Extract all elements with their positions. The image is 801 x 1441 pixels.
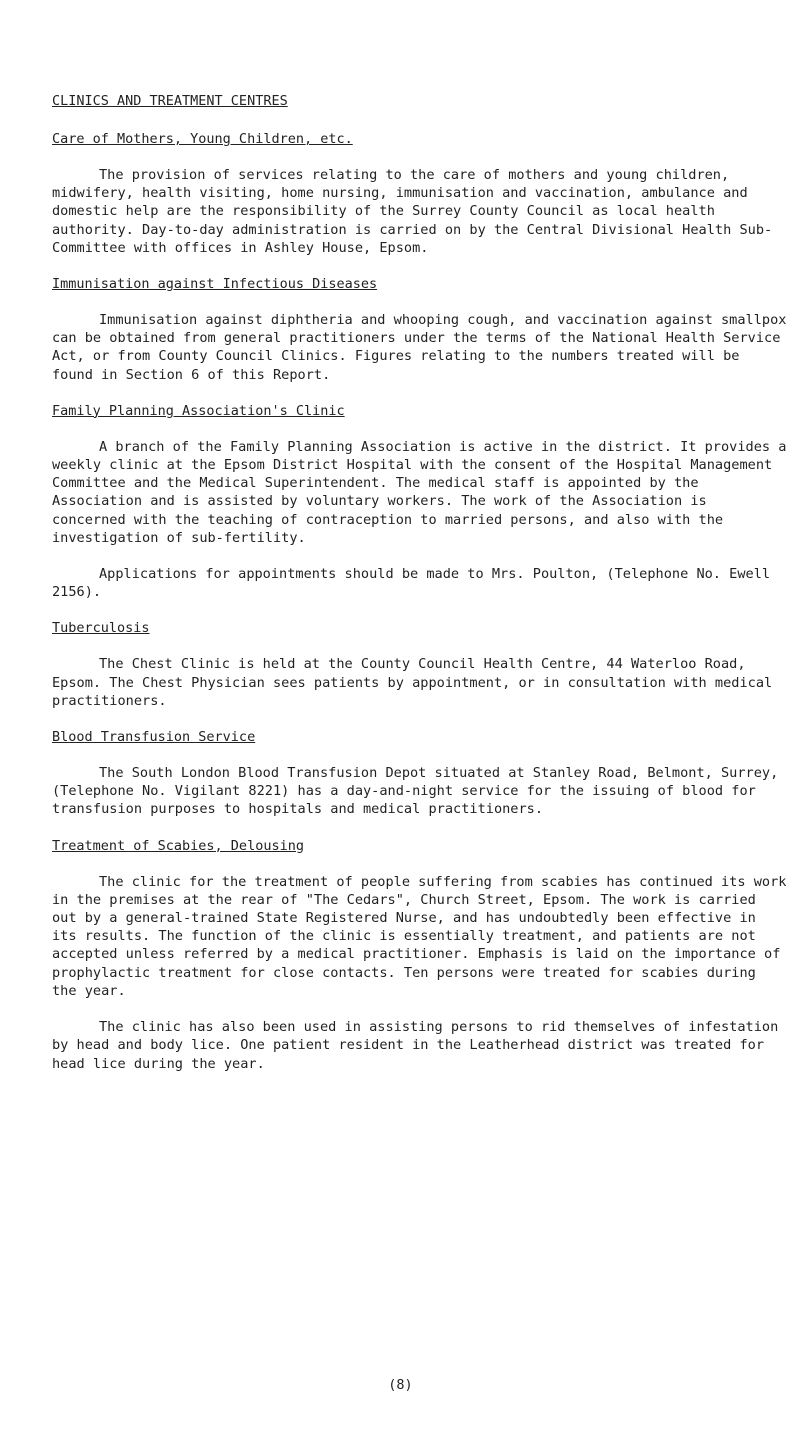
section-paragraph: The South London Blood Transfusion Depot situated at Stanley Road, Belmont, Surrey, (Telephone No. Vigilant 8221) has a day-and-night service for the issuing of blood for transfusion purposes to hospitals and medical practitioners. [52, 765, 779, 818]
section-paragraph: The Chest Clinic is held at the County Council Health Centre, 44 Waterloo Road, Epsom. The Chest Physician sees patients by appointment, or in consultation with medical practitioners. [52, 656, 773, 709]
section-paragraph: Immunisation against diphtheria and whooping cough, and vaccination against smallpox can be obtained from general practitioners under the terms of the National Health Service Act, or from County Council Clinics. Figures relating to the numbers treated will be found in Section 6 of this Report. [52, 312, 787, 383]
section-heading: Tuberculosis [52, 620, 150, 637]
section-heading: Immunisation against Infectious Diseases [52, 276, 378, 293]
page-title: CLINICS AND TREATMENT CENTRES [52, 93, 288, 109]
document-page [52, 92, 792, 1091]
section-paragraph: The clinic for the treatment of people suffering from scabies has continued its work in the premises at the rear of "The Cedars", Church Street, Epsom. The work is carried out by a general-trained State Registered Nurse, and has undoubtedly been effective in its results. The function of the clinic is essentially treatment, and patients are not accepted unless referred by a medical practitioner. Emphasis is laid on the importance of prophylactic treatment for close contacts. Ten persons were treated for scabies during the year. [52, 873, 787, 999]
section-blood-transfusion [52, 728, 792, 819]
section-heading: Family Planning Association's Clinic [52, 402, 345, 419]
section-paragraph: The provision of services relating to the care of mothers and young children, midwifery, health visiting, home nursing, immunisation and vaccination, ambulance and domestic help are the responsibility of the Surrey County Council as local health authority. Day-to-day administration is carried on by the Central Divisional Health Sub-Committee with offices in Ashley House, Epsom. [52, 167, 773, 256]
section-heading: Treatment of Scabies, Delousing [52, 837, 304, 854]
section-paragraph: Applications for appointments should be made to Mrs. Poulton, (Telephone No. Ewell 2156). [52, 566, 771, 601]
section-paragraph: The clinic has also been used in assisting persons to rid themselves of infestation by head and body lice. One patient resident in the Leatherhead district was treated for head lice during the year. [52, 1019, 779, 1072]
section-paragraph: A branch of the Family Planning Association is active in the district. It provides a weekly clinic at the Epsom District Hospital with the consent of the Hospital Management Committee and the Medical Superintendent. The medical staff is appointed by the Association and is assisted by voluntary workers. The work of the Association is concerned with the teaching of contraception to married persons, and also with the investigation of sub-fertility. [52, 438, 787, 546]
section-care-of-mothers [52, 130, 792, 257]
section-scabies [52, 837, 792, 1073]
section-immunisation [52, 275, 792, 384]
section-family-planning [52, 402, 792, 602]
section-tuberculosis [52, 619, 792, 710]
section-heading: Care of Mothers, Young Children, etc. [52, 131, 353, 147]
section-heading: Blood Transfusion Service [52, 729, 256, 746]
page-number: (8) [388, 1377, 413, 1393]
